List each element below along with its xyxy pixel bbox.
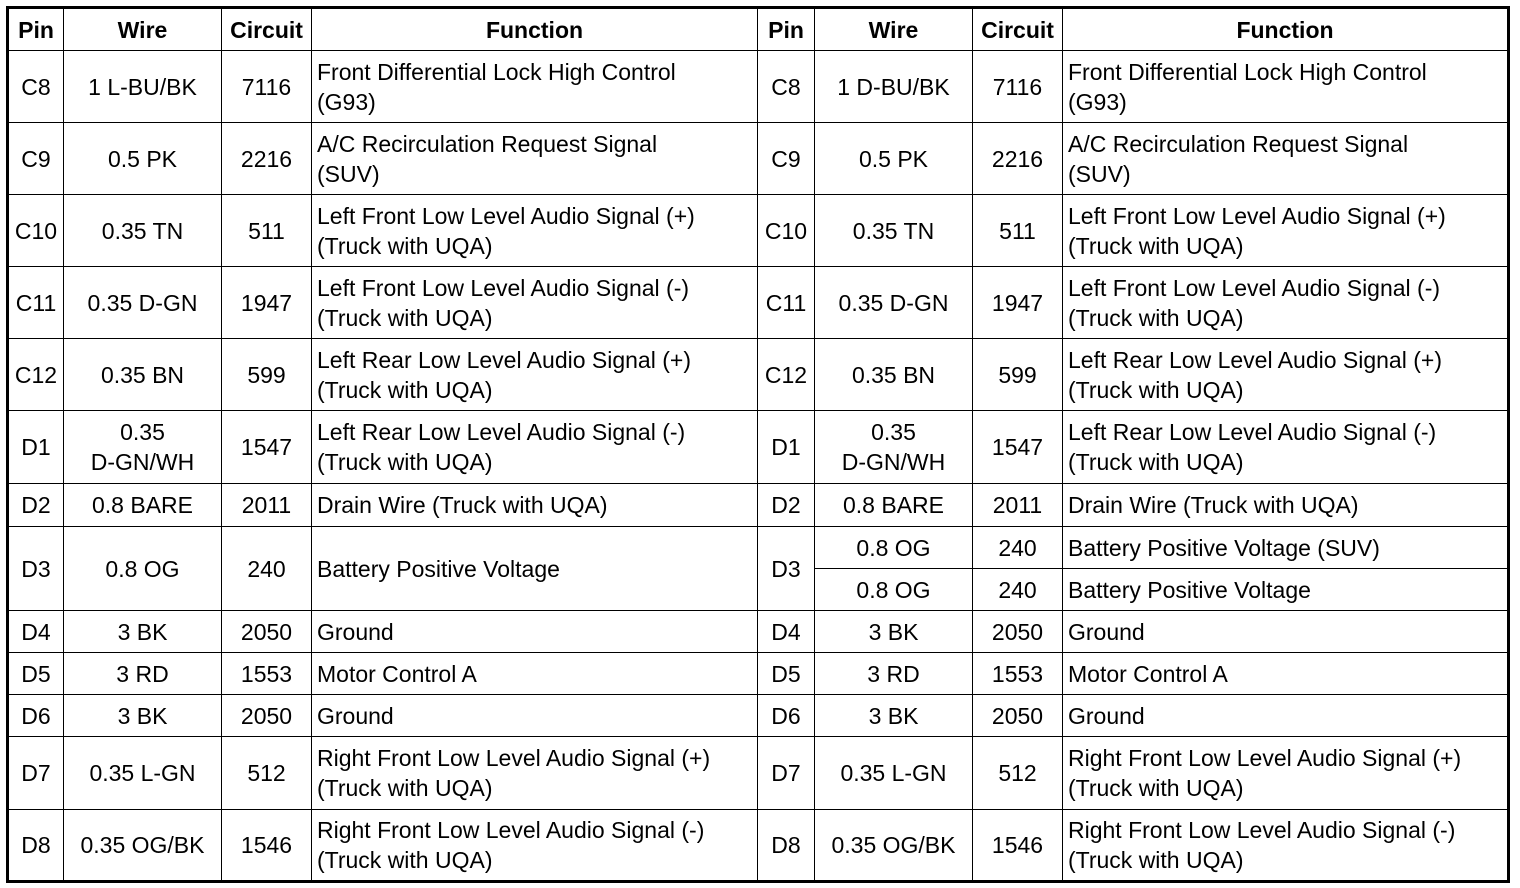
header-function: Function [1063, 8, 1509, 51]
wire-cell [815, 51, 973, 123]
wire-cell [64, 695, 222, 737]
table-row [8, 611, 1509, 653]
wire-cell [64, 51, 222, 123]
wire-cell-line: 0.35 [120, 419, 165, 445]
table-row [8, 484, 1509, 527]
wire-cell-line: 3 BK [117, 702, 168, 729]
wire-cell-line: 0.35 BN [851, 361, 936, 388]
function-cell [1063, 339, 1509, 411]
table-row [8, 695, 1509, 737]
function-cell [1063, 527, 1509, 569]
function-cell-line: Battery Positive Voltage [1068, 576, 1311, 603]
wire-cell-line: 0.35 D-GN [87, 289, 198, 316]
circuit-cell: 2050 [222, 611, 312, 653]
circuit-cell: 2216 [222, 123, 312, 195]
function-cell-line: Battery Positive Voltage (SUV) [1068, 534, 1380, 561]
header-pin: Pin [8, 8, 64, 51]
wire-cell [64, 267, 222, 339]
table-row [8, 195, 1509, 267]
pin-cell: D8 [758, 810, 815, 882]
function-cell [1063, 569, 1509, 611]
function-cell-line: Motor Control A [1068, 660, 1228, 687]
wire-cell-line: 3 BK [117, 618, 168, 645]
circuit-cell: 240 [222, 527, 312, 611]
wire-cell-line: 0.35 [871, 419, 916, 445]
table-body [8, 51, 1509, 882]
pin-cell: C12 [8, 339, 64, 411]
pin-cell: C9 [8, 123, 64, 195]
pin-cell: D7 [758, 737, 815, 810]
wire-cell [815, 810, 973, 882]
wire-cell-line: 0.5 PK [858, 145, 929, 172]
wire-cell [815, 569, 973, 611]
wire-cell-line: 0.8 OG [105, 555, 180, 582]
pin-cell: D1 [758, 411, 815, 484]
wire-cell [64, 195, 222, 267]
circuit-cell: 1546 [973, 810, 1063, 882]
function-cell [1063, 51, 1509, 123]
function-cell-line: Ground [317, 618, 394, 645]
wire-cell-line: 0.8 BARE [843, 492, 944, 518]
table-row [8, 810, 1509, 882]
function-cell-line: (Truck with UQA) [317, 232, 493, 259]
circuit-cell: 1547 [973, 411, 1063, 484]
function-cell [1063, 695, 1509, 737]
header-wire: Wire [64, 8, 222, 51]
circuit-cell: 1553 [222, 653, 312, 695]
pin-cell: C10 [8, 195, 64, 267]
table-row [8, 339, 1509, 411]
function-cell [312, 653, 758, 695]
function-cell [1063, 611, 1509, 653]
pin-cell: D8 [8, 810, 64, 882]
function-cell-line: Motor Control A [317, 660, 477, 687]
wire-cell-line: 0.8 OG [856, 576, 931, 603]
function-cell-line: (SUV) [317, 160, 380, 187]
function-cell-line: Left Rear Low Level Audio Signal (+) [317, 346, 691, 373]
function-cell-line: Right Front Low Level Audio Signal (-) [317, 817, 705, 843]
circuit-cell: 7116 [222, 51, 312, 123]
wire-cell-line: 0.35 BN [100, 361, 185, 388]
function-cell-line: (Truck with UQA) [317, 449, 493, 475]
wire-cell [64, 527, 222, 611]
function-cell-line: Ground [317, 702, 394, 729]
function-cell-line: Ground [1068, 618, 1145, 645]
wire-cell-line: 0.35 L-GN [89, 760, 196, 786]
function-cell-line: (Truck with UQA) [1068, 775, 1244, 801]
wire-cell-line: 1 D-BU/BK [837, 73, 950, 100]
function-cell [312, 484, 758, 527]
connector-pinout-table [6, 6, 1510, 883]
circuit-cell: 512 [222, 737, 312, 810]
function-cell-line: Drain Wire (Truck with UQA) [317, 492, 608, 518]
pin-cell: D6 [8, 695, 64, 737]
function-cell-line: Ground [1068, 702, 1145, 729]
wire-cell [64, 611, 222, 653]
function-cell-line: A/C Recirculation Request Signal [1068, 130, 1409, 157]
wire-cell [815, 611, 973, 653]
table-row [8, 123, 1509, 195]
circuit-cell: 599 [973, 339, 1063, 411]
function-cell-line: Right Front Low Level Audio Signal (-) [1068, 817, 1456, 843]
pin-cell: D5 [8, 653, 64, 695]
circuit-cell: 1553 [973, 653, 1063, 695]
function-cell-line: (Truck with UQA) [1068, 449, 1244, 475]
wire-cell-line: 0.35 OG/BK [80, 832, 205, 858]
circuit-cell: 599 [222, 339, 312, 411]
pin-cell: D2 [8, 484, 64, 527]
header-circuit: Circuit [973, 8, 1063, 51]
circuit-cell: 7116 [973, 51, 1063, 123]
circuit-cell: 2011 [973, 484, 1063, 527]
function-cell [1063, 484, 1509, 527]
wire-cell-line: 0.8 BARE [92, 492, 193, 518]
pin-cell: D3 [8, 527, 64, 611]
header-wire: Wire [815, 8, 973, 51]
wire-cell-line: 0.35 D-GN [838, 289, 949, 316]
wire-cell-line: D-GN/WH [841, 449, 946, 475]
wire-cell [815, 737, 973, 810]
circuit-cell: 511 [222, 195, 312, 267]
function-cell [1063, 411, 1509, 484]
function-cell-line: Left Front Low Level Audio Signal (-) [317, 274, 690, 301]
wire-cell-line: 1 L-BU/BK [88, 73, 197, 100]
function-cell-line: Left Rear Low Level Audio Signal (-) [1068, 419, 1437, 445]
function-cell [312, 267, 758, 339]
function-cell-line: Left Rear Low Level Audio Signal (-) [317, 419, 686, 445]
function-cell [312, 195, 758, 267]
pin-cell: D5 [758, 653, 815, 695]
function-cell [1063, 737, 1509, 810]
wire-cell-line: D-GN/WH [90, 449, 195, 475]
circuit-cell: 2050 [973, 695, 1063, 737]
wire-cell-line: 0.35 L-GN [840, 760, 947, 786]
function-cell-line: Left Front Low Level Audio Signal (+) [317, 202, 695, 229]
function-cell-line: (Truck with UQA) [1068, 232, 1244, 259]
header-function: Function [312, 8, 758, 51]
function-cell-line: (SUV) [1068, 160, 1131, 187]
circuit-cell: 1547 [222, 411, 312, 484]
pin-cell: D3 [758, 527, 815, 611]
wire-cell-line: 0.35 OG/BK [831, 832, 956, 858]
wire-cell [815, 527, 973, 569]
pin-cell: D2 [758, 484, 815, 527]
wire-cell-line: 3 BK [868, 702, 919, 729]
circuit-cell: 240 [973, 527, 1063, 569]
function-cell-line: (Truck with UQA) [1068, 847, 1244, 873]
wire-cell-line: 0.35 TN [852, 217, 935, 244]
pin-cell: C8 [758, 51, 815, 123]
function-cell-line: (Truck with UQA) [317, 376, 493, 403]
function-cell [312, 737, 758, 810]
function-cell-line: A/C Recirculation Request Signal [317, 130, 658, 157]
circuit-cell: 1947 [222, 267, 312, 339]
function-cell [312, 123, 758, 195]
table-row [8, 267, 1509, 339]
circuit-cell: 2216 [973, 123, 1063, 195]
table-row [8, 527, 1509, 569]
wire-cell [64, 123, 222, 195]
table-row [8, 653, 1509, 695]
function-cell [312, 695, 758, 737]
pin-cell: D6 [758, 695, 815, 737]
pin-cell: C11 [758, 267, 815, 339]
header-circuit: Circuit [222, 8, 312, 51]
function-cell-line: Left Front Low Level Audio Signal (+) [1068, 202, 1446, 229]
pin-cell: D4 [758, 611, 815, 653]
wire-cell [815, 411, 973, 484]
wire-cell [64, 339, 222, 411]
table-row [8, 51, 1509, 123]
function-cell-line: Battery Positive Voltage [317, 555, 560, 582]
pin-cell: D1 [8, 411, 64, 484]
wire-cell-line: 3 RD [867, 660, 920, 687]
pin-cell: C9 [758, 123, 815, 195]
function-cell-line: Front Differential Lock High Control [317, 58, 676, 85]
function-cell [1063, 267, 1509, 339]
table-row [8, 411, 1509, 484]
function-cell [312, 810, 758, 882]
pin-cell: C11 [8, 267, 64, 339]
function-cell-line: Right Front Low Level Audio Signal (+) [317, 745, 711, 771]
wire-cell-line: 0.35 TN [101, 217, 184, 244]
header-pin: Pin [758, 8, 815, 51]
wire-cell [64, 810, 222, 882]
function-cell-line: Drain Wire (Truck with UQA) [1068, 492, 1359, 518]
circuit-cell: 240 [973, 569, 1063, 611]
function-cell-line: (G93) [317, 88, 376, 115]
pin-cell: C10 [758, 195, 815, 267]
circuit-cell: 2050 [973, 611, 1063, 653]
function-cell-line: (Truck with UQA) [317, 847, 493, 873]
circuit-cell: 512 [973, 737, 1063, 810]
function-cell [1063, 123, 1509, 195]
wire-cell-line: 3 BK [868, 618, 919, 645]
function-cell-line: (Truck with UQA) [1068, 304, 1244, 331]
function-cell-line: Left Front Low Level Audio Signal (-) [1068, 274, 1441, 301]
wire-cell [64, 737, 222, 810]
wire-cell [815, 339, 973, 411]
table-row [8, 737, 1509, 810]
circuit-cell: 511 [973, 195, 1063, 267]
circuit-cell: 2050 [222, 695, 312, 737]
function-cell [312, 527, 758, 611]
circuit-cell: 1947 [973, 267, 1063, 339]
function-cell [312, 339, 758, 411]
wire-cell [815, 267, 973, 339]
function-cell [1063, 195, 1509, 267]
function-cell [312, 411, 758, 484]
function-cell-line: (Truck with UQA) [317, 775, 493, 801]
wire-cell [815, 195, 973, 267]
header-row [8, 8, 1509, 51]
function-cell [1063, 810, 1509, 882]
pin-cell: D7 [8, 737, 64, 810]
wire-cell-line: 3 RD [116, 660, 169, 687]
wire-cell [64, 484, 222, 527]
function-cell-line: (G93) [1068, 88, 1127, 115]
function-cell [312, 51, 758, 123]
function-cell-line: (Truck with UQA) [1068, 376, 1244, 403]
circuit-cell: 2011 [222, 484, 312, 527]
wire-cell [815, 484, 973, 527]
function-cell-line: (Truck with UQA) [317, 304, 493, 331]
function-cell-line: Left Rear Low Level Audio Signal (+) [1068, 346, 1442, 373]
function-cell [312, 611, 758, 653]
wire-cell [815, 123, 973, 195]
wire-cell [815, 695, 973, 737]
function-cell [1063, 653, 1509, 695]
wire-cell-line: 0.8 OG [856, 534, 931, 561]
wire-cell [64, 411, 222, 484]
pin-cell: C12 [758, 339, 815, 411]
pin-cell: C8 [8, 51, 64, 123]
wire-cell [64, 653, 222, 695]
pin-cell: D4 [8, 611, 64, 653]
wire-cell-line: 0.5 PK [107, 145, 178, 172]
wire-cell [815, 653, 973, 695]
function-cell-line: Front Differential Lock High Control [1068, 58, 1427, 85]
function-cell-line: Right Front Low Level Audio Signal (+) [1068, 745, 1462, 771]
circuit-cell: 1546 [222, 810, 312, 882]
